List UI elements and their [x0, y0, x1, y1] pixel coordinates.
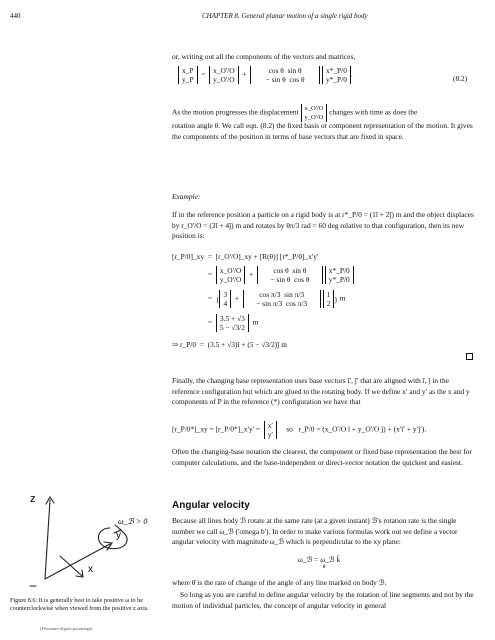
paragraph-displacement: As the motion progresses the displacement x_O'/O y_O'/O changes with time as does the: [172, 105, 418, 121]
example-text: If in the reference position a particle on a rigid body is at r*_P/0 = (1î + 2ĵ) m and the object displaces by r_O'/O = (3î + 4ĵ) m and rotates by θπ/3 rad = 60 deg relative to that configuration, then its new position is:: [172, 210, 474, 241]
figure-filename: (Filename:tfigure.posomega): [40, 626, 93, 631]
x-axis-label: x: [88, 564, 93, 575]
paragraph-notation: Often the changing-base notation the clearest, the component or fixed base representation the best for computer calculations, and the base-independent or direct-vector notation the quickest and easiest.: [172, 447, 472, 467]
equation-8-2: x_P y_P = x_O'/O y_O'/O + cos θ sin θ − sin θ cos θ x*_P/0 y*_P/0 .: [178, 66, 353, 84]
section-heading: Angular velocity: [172, 500, 250, 511]
displacement-vector: x_O'/O y_O'/O: [209, 66, 238, 84]
page-number: 440: [10, 12, 21, 20]
equation-changing-base: [r_P/0*]_xy = [r_P/0*]_x'y' = x′ y′ so r_P/0 = (x_O'/O î + y_O'/O ĵ) + (x′î′ + y′ĵ′).: [172, 421, 427, 439]
position-vector: x_P y_P: [178, 66, 198, 84]
paragraph-fixed-basis: rotation angle θ. We call eqn. (8.2) the fixed basis or component representation of the motion. It gives the components of the position in terms of base vectors that are fixed in space.: [172, 121, 473, 141]
example-label: Example:: [172, 192, 201, 201]
example-line-5: ⇒ r_P/0 = (3.5 + √3)î + (5 − √3/2)ĵ m: [172, 340, 287, 349]
y-axis-label: y: [116, 530, 121, 541]
equation-number: (8.2): [453, 74, 468, 83]
figure-caption: Figure 8.6: It is generally best to take positive ω to be counterclockwise when viewed from the positive z axis.: [10, 597, 149, 612]
y-axis-line: [45, 544, 110, 579]
end-of-example-box: [466, 353, 473, 360]
chapter-title: CHAPTER 8. General planar motion of a single rigid body: [202, 12, 368, 20]
figure-8-6-sketch: [10, 484, 160, 594]
omega-rotation-arc: [98, 528, 127, 549]
angular-velocity-equation: ω_ℬ = ω_ℬ k̂ θ̇: [298, 555, 341, 570]
paragraph-theta-dot: where θ̇ is the rate of change of the angle of any line marked on body ℬ.: [172, 578, 387, 587]
intro-text: or, writing out all the components of the vectors and matrices,: [172, 52, 356, 61]
x-axis-line: [60, 556, 82, 576]
example-line-3: = { 3 4 + cos π/3 sin π/3 − sin π/3 cos π/3 1 2 } m: [208, 290, 346, 308]
paragraph-angular-velocity: Because all lines body ℬ rotate at the same rate (at a given instant) ℬ's rotation rate is the single number we call ω_ℬ ('omega b'). In order to make various formulas work out we define a vector angular velocity with magnitude ω_ℬ which is perpendicular to the xy plane:: [172, 516, 458, 547]
example-line-1: [r_P/0]_xy = [r_O'/O]_xy + [R(θ)] [r*_P/0]_x'y': [172, 252, 319, 261]
example-line-2: = x_O'/O y_O'/O + cos θ sin θ − sin θ cos θ x*_P/0 y*_P/0: [208, 266, 354, 284]
z-axis-line: [45, 500, 50, 579]
rotation-matrix: cos θ sin θ − sin θ cos θ: [250, 66, 320, 84]
paragraph-line-segments: So long as you are careful to define angular velocity by the rotation of line segments and not by the motion of individual particles, the concept of angular velocity in general: [172, 590, 474, 610]
z-axis-label: z: [30, 493, 36, 505]
example-line-4: = 3.5 + √3 5 − √3/2 m: [208, 314, 259, 332]
paragraph-changing-base: Finally, the changing base representation uses base vectors î′, ĵ′ that are aligned with î, ĵ in the reference configuration but which are glued to the rotating body. If we define x′ and y′ as the x and y components of P in the reference (*) configuration we have that: [172, 376, 470, 407]
omega-label: ω_ℬ > 0: [118, 517, 148, 526]
reference-vector: x*_P/0 y*_P/0: [322, 66, 351, 84]
